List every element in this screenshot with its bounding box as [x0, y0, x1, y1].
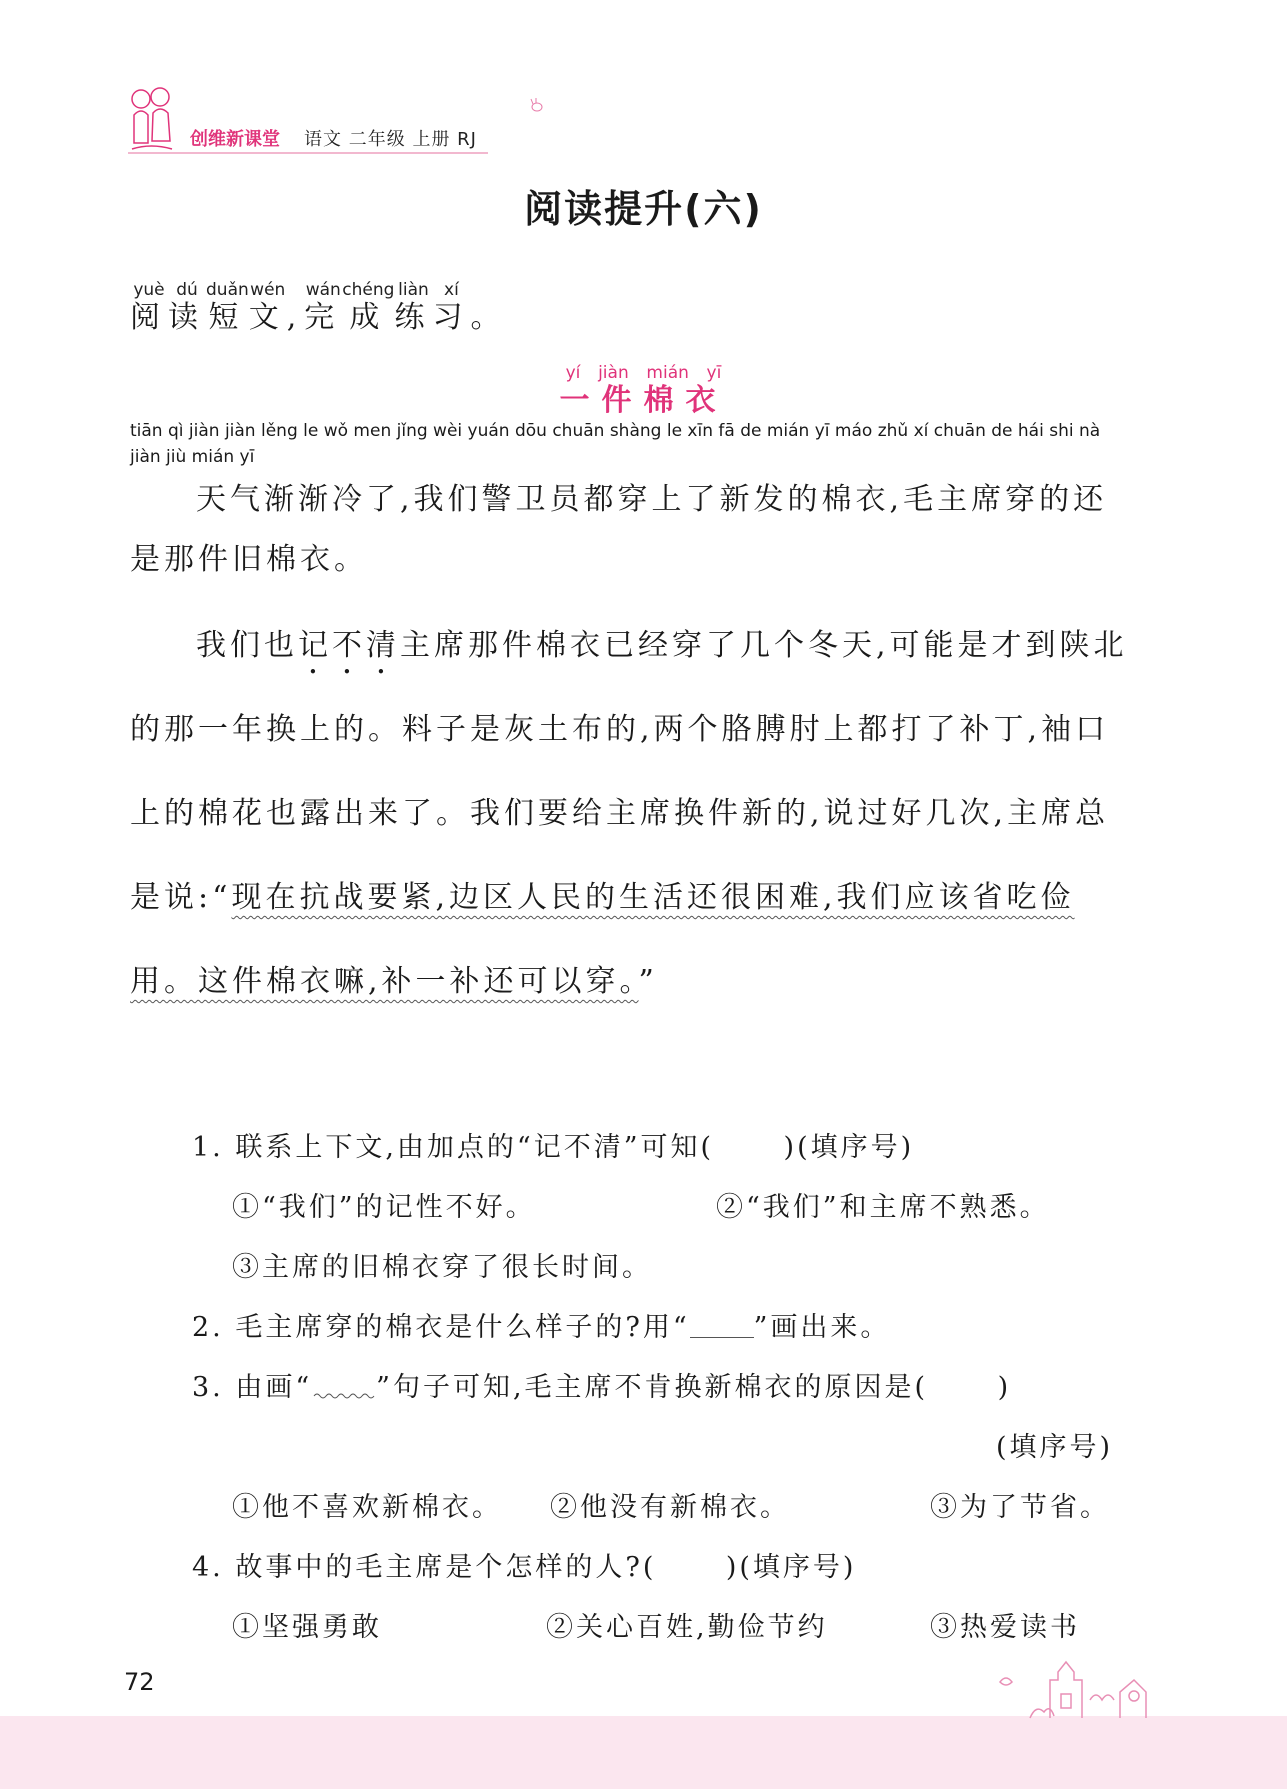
wavy-line-marker [312, 1378, 376, 1400]
q1-option-2: ②“我们”和主席不熟悉。 [716, 1192, 1050, 1223]
q1-option-1: ①“我们”的记性不好。 [232, 1192, 536, 1223]
page-number: 72 [124, 1668, 155, 1696]
q3-hint: (填序号) [996, 1432, 1114, 1463]
q4-option-3: ③热爱读书 [930, 1612, 1080, 1643]
story-paragraph-1 [130, 418, 1130, 590]
story-paragraph-2: 我们也记不清主席那件棉衣已经穿了几个冬天,可能是才到陕北的那一年换上的。料子是灰土布的,两个胳膊肘上都打了补丁,袖口上的棉花也露出来了。我们要给主席换件新的,说过好几次,主席总是说:“现在抗战要紧,边区人民的生活还很困难,我们应该省吃俭用。这件棉衣嘛,补一补还可以穿。” [130, 628, 1128, 999]
q3-option-1: ①他不喜欢新棉衣。 [232, 1492, 502, 1523]
straight-line-marker [690, 1319, 754, 1338]
footer-band [0, 1716, 1287, 1789]
question-2: 2. 毛主席穿的棉衣是什么样子的?用“ ”画出来。 [192, 1312, 891, 1343]
q4-option-1: ①坚强勇敢 [232, 1612, 382, 1643]
story-title: 一件棉衣yí jiàn mián yī [559, 363, 728, 418]
story-paragraph-1-text: 天气渐渐冷了,我们警卫员都穿上了新发的棉衣,毛主席穿的还是那件旧棉衣。 [130, 482, 1108, 577]
q4-option-2: ②关心百姓,勤俭节约 [546, 1612, 828, 1643]
q3-option-3: ③为了节省。 [930, 1492, 1110, 1523]
question-4: 4. 故事中的毛主席是个怎样的人?( )(填序号) [192, 1552, 857, 1583]
kids-logo-icon [128, 85, 174, 155]
brand-name: 创维新课堂 [190, 129, 280, 150]
emphasized-phrase: 记不清 [298, 628, 400, 663]
wavy-underlined-quote: 现在抗战要紧,边区人民的生活还很困难,我们应该省吃俭用。这件棉衣嘛,补一补还可以穿。 [130, 880, 1075, 999]
subject-label: 语文 二年级 上册 RJ [304, 129, 477, 150]
instruction: 阅yuè读dú短duǎn文wén,完wán成chéng练liàn习xí。 [130, 280, 509, 335]
q1-option-3: ③主席的旧棉衣穿了很长时间。 [232, 1252, 652, 1283]
header-divider [128, 152, 488, 154]
story-paragraph-1-pinyin: tiān qì jiàn jiàn lěng le wǒ men jǐng wèi yuán dōu chuān shàng le xīn fā de mián yī máo zhǔ xí chuān de hái shi nà jiàn jiù mián yī [130, 421, 1101, 467]
castle-decoration-icon [940, 1650, 1160, 1720]
bunny-icon [528, 98, 544, 112]
question-3: 3. 由画“ ”句子可知,毛主席不肯换新棉衣的原因是( ) [192, 1372, 1012, 1403]
q3-option-2: ②他没有新棉衣。 [550, 1492, 790, 1523]
question-1: 1. 联系上下文,由加点的“记不清”可知( )(填序号) [192, 1132, 915, 1163]
page-title: 阅读提升(六) [524, 187, 763, 231]
